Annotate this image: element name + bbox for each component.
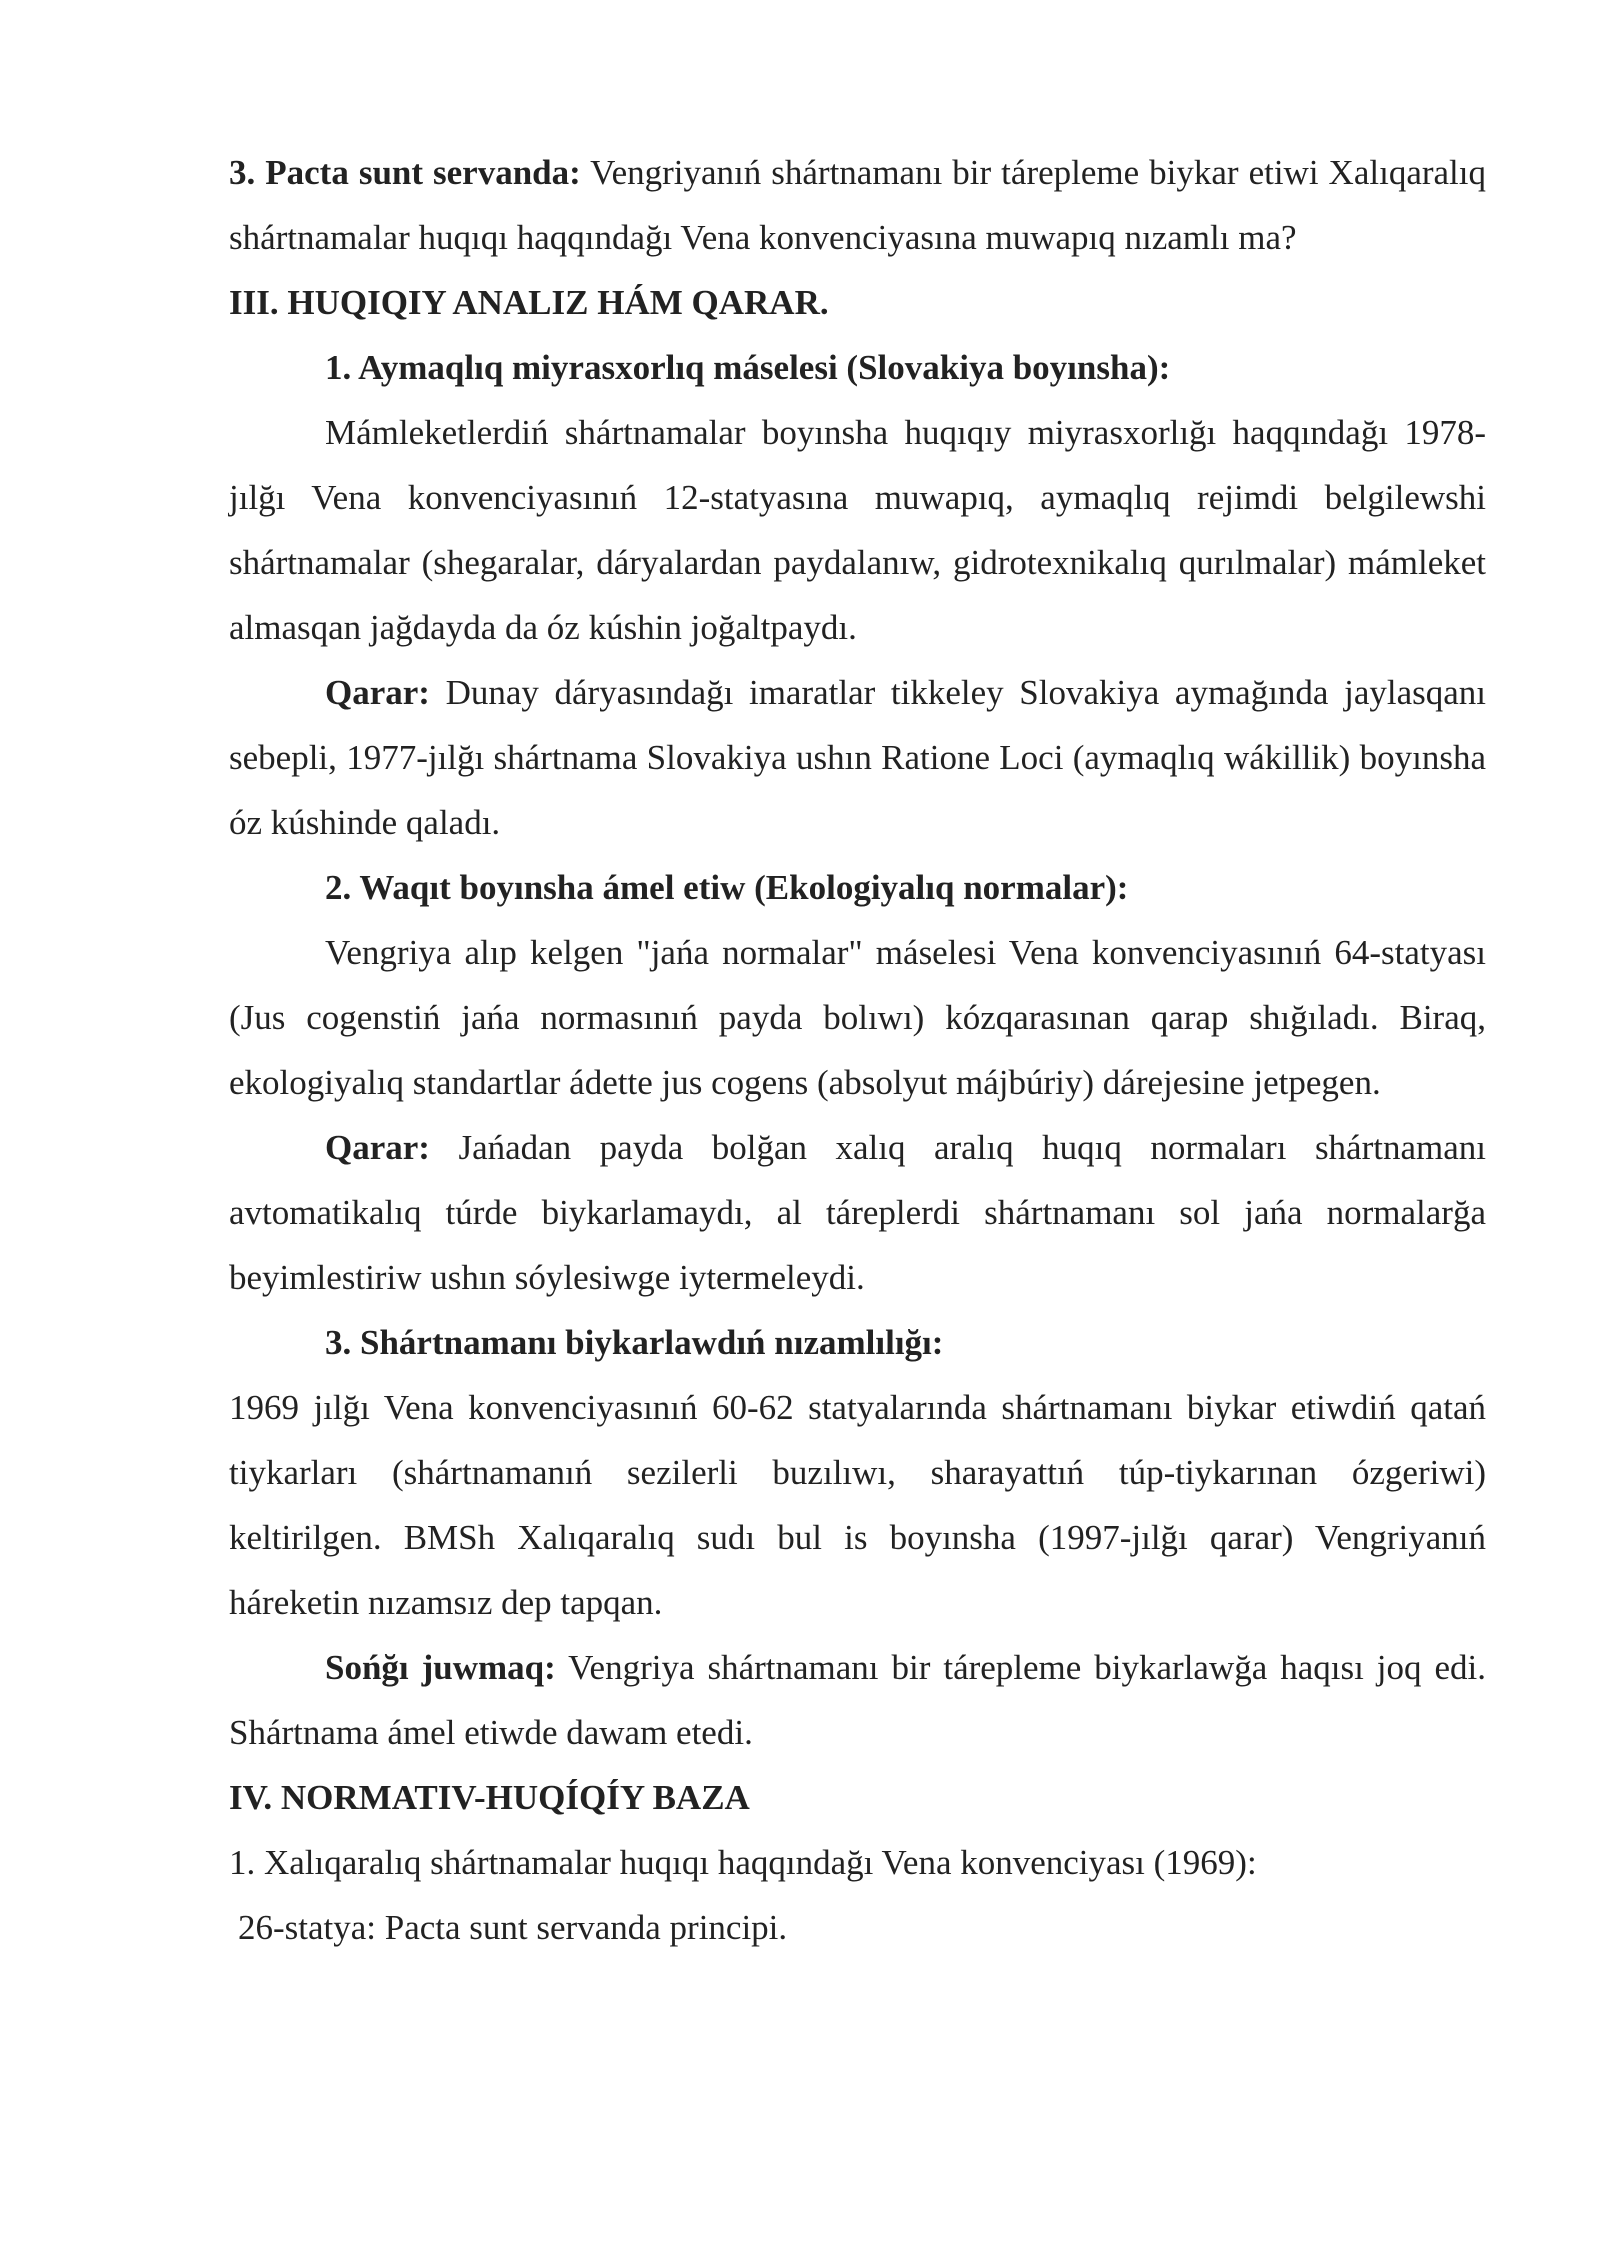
- subsection-2-body: Vengriya alıp kelgen "jańa normalar" máselesi Vena konvenciyasınıń 64-statyası (Jus cogenstiń jańa normasınıń payda bolıwı) kózqarasınan qarap shığıladı. Biraq, ekologiyalıq standartlar ádette jus cogens (absolyut májbúriy) dárejesine jetpegen.: [229, 933, 1486, 1102]
- question-3: [229, 140, 1486, 270]
- subsection-2-decision: [229, 1115, 1486, 1310]
- normative-item-1-detail: 26-statya: Pacta sunt servanda principi.: [238, 1908, 788, 1947]
- decision-text: Dunay dáryasındağı imaratlar tikkeley Slovakiya aymağında jaylasqanı sebepli, 1977-jılğı shártnama Slovakiya ushın Ratione Loci (aymaqlıq wákillik) boyınsha óz kúshinde qaladı.: [229, 673, 1486, 842]
- final-conclusion: [229, 1635, 1486, 1765]
- conclusion-label: Sońğı juwmaq:: [325, 1648, 556, 1687]
- subsection-3-body: 1969 jılğı Vena konvenciyasınıń 60-62 statyalarında shártnamanı biykar etiwdiń qatań tiykarları (shártnamanıń sezilerli buzılıwı, sharayattıń túp-tiykarınan ózgeriwi) keltirilgen. BMSh Xalıqaralıq sudı bul is boyınsha (1997-jılğı qarar) Vengriyanıń háreketin nızamsız dep tapqan.: [229, 1388, 1486, 1622]
- normative-item-1: 1. Xalıqaralıq shártnamalar huqıqı haqqındağı Vena konvenciyası (1969):: [229, 1843, 1257, 1882]
- subsection-3-heading: 3. Shártnamanı biykarlawdıń nızamlılığı:: [325, 1323, 944, 1362]
- section-3-heading: III. HUQIQIY ANALIZ HÁM QARAR.: [229, 283, 829, 322]
- decision-text: Jańadan payda bolğan xalıq aralıq huqıq normaları shártnamanı avtomatikalıq túrde biykarlamaydı, al táreplerdi shártnamanı sol jańa normalarğa beyimlestiriw ushın sóylesiwge iytermeleydi.: [229, 1128, 1486, 1297]
- subsection-1-decision: [229, 660, 1486, 855]
- question-3-label: 3. Pacta sunt servanda:: [229, 153, 581, 192]
- subsection-1-heading: 1. Aymaqlıq miyrasxorlıq máselesi (Slovakiya boyınsha):: [325, 348, 1171, 387]
- subsection-2-heading: 2. Waqıt boyınsha ámel etiw (Ekologiyalıq normalar):: [325, 868, 1129, 907]
- document-page: [229, 140, 1486, 1960]
- question-3-text: Vengriyanıń shártnamanı bir tárepleme biykar etiwi Xalıqaralıq shártnamalar huqıqı haqqındağı Vena konvenciyasına muwapıq nızamlı ma?: [229, 153, 1486, 257]
- decision-label: Qarar:: [325, 673, 430, 712]
- conclusion-text: Vengriya shártnamanı bir tárepleme biykarlawğa haqısı joq edi. Shártnama ámel etiwde dawam etedi.: [229, 1648, 1487, 1752]
- decision-label: Qarar:: [325, 1128, 430, 1167]
- subsection-1-body: Mámleketlerdiń shártnamalar boyınsha huqıqıy miyrasxorlığı haqqındağı 1978-jılğı Vena konvenciyasınıń 12-statyasına muwapıq, aymaqlıq rejimdi belgilewshi shártnamalar (shegaralar, dáryalardan paydalanıw, gidrotexnikalıq qurılmalar) mámleket almasqan jağdayda da óz kúshin joğaltpaydı.: [229, 413, 1486, 647]
- section-4-heading: IV. NORMATIV-HUQÍQÍY BAZA: [229, 1778, 750, 1817]
